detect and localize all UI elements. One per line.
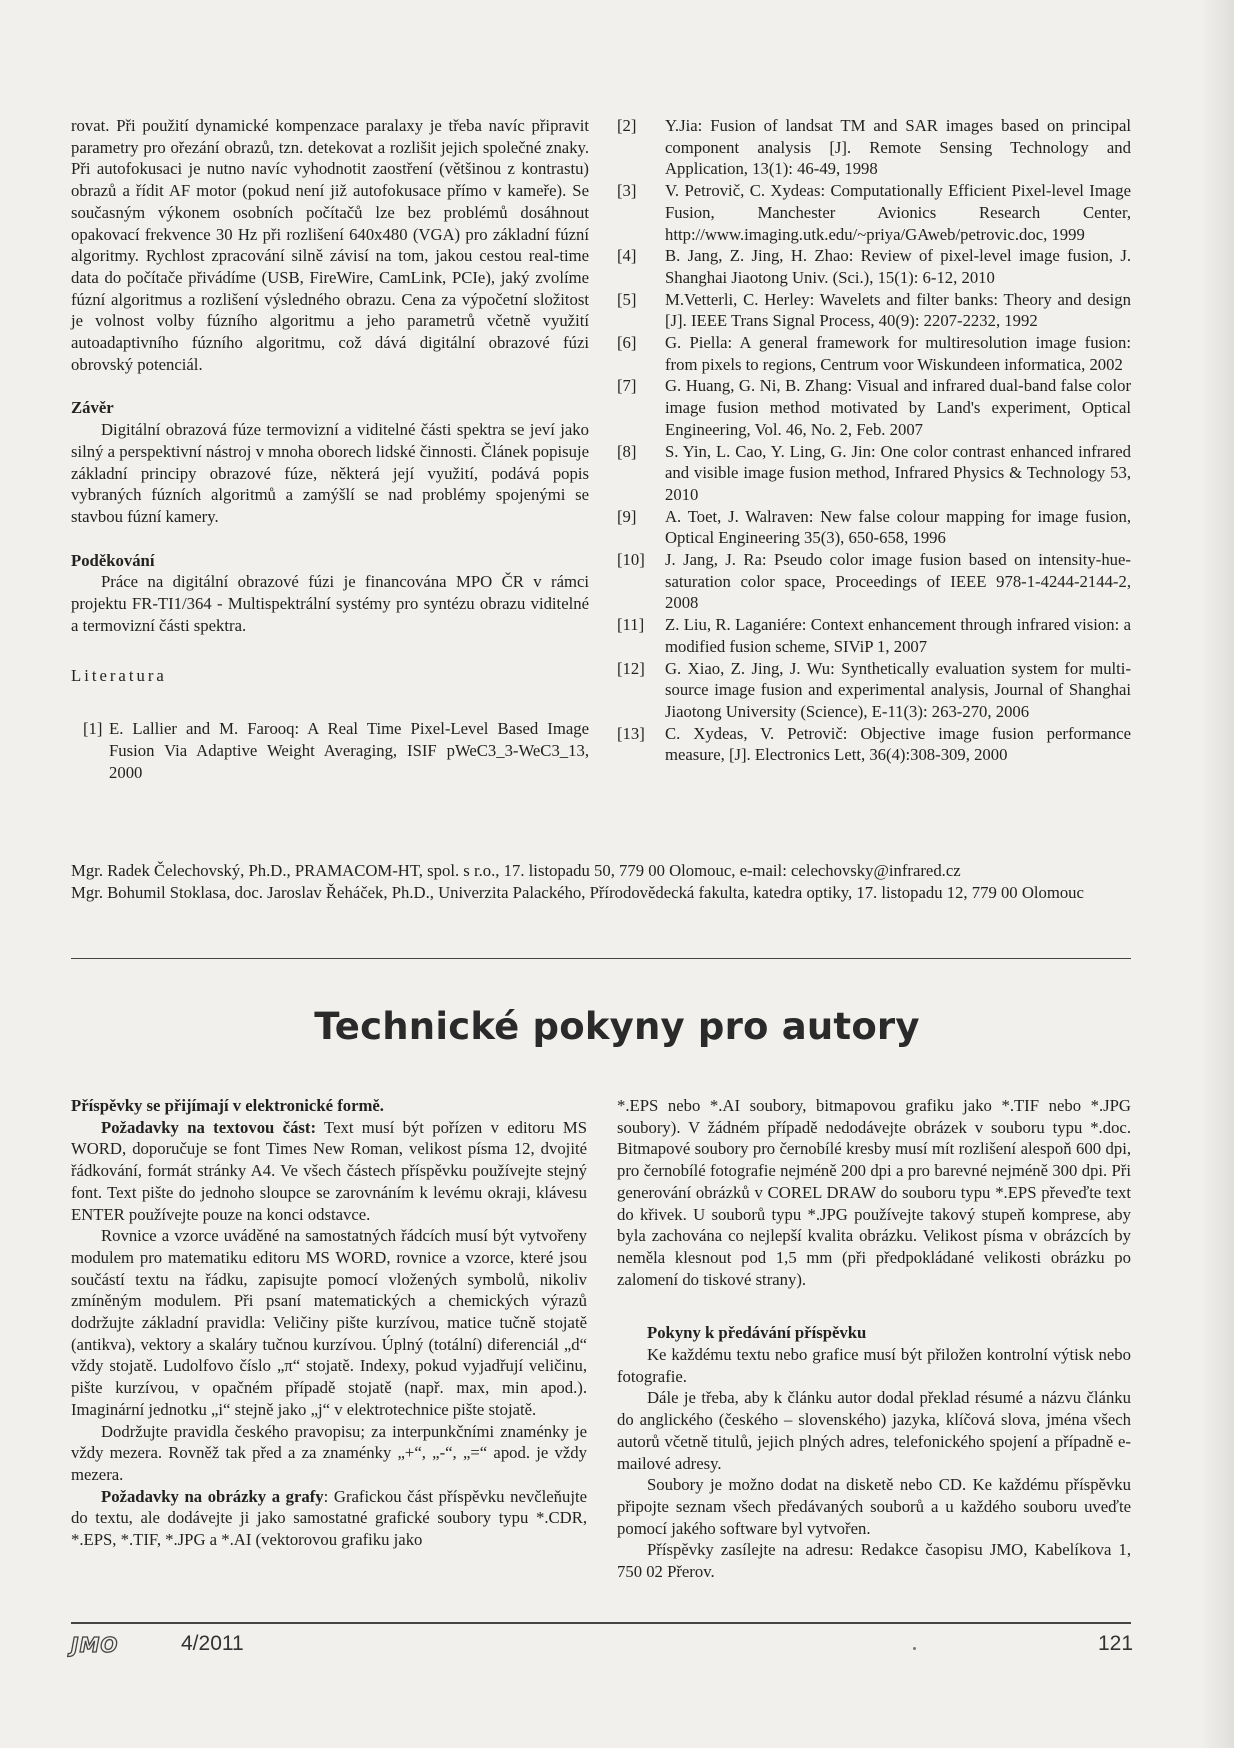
text-requirements-body: Text musí být pořízen v editoru MS WORD, doporučuje se font Times New Roman, velikost písma 12, dvojité řádkování, formát stránky A4. Ve všech částech příspěvku používejte stejný font. Text pište do jednoho sloupce se zarovnáním k levému okraji, klávesu ENTER používejte pouze na konci odstavce.	[71, 1117, 587, 1224]
submission-subheading: Pokyny k předávání příspěvku	[647, 1323, 867, 1343]
reference-item	[617, 332, 1131, 375]
image-formats-paragraph: *.EPS nebo *.AI soubory, bitmapovou grafiku jako *.TIF nebo *.JPG soubory). V žádném případě nedodávejte obrázek v souboru typu *.doc. Bitmapové soubory pro černobílé kresby musí mít rozlišení alespoň 600 dpi, pro černobílé fotografie nejméně 200 dpi a pro barevné nejméně 300 dpi. Při generování obrázků v COREL DRAW do souboru typu *.EPS převeďte text do křivek. U souborů typu *.JPG používejte takový stupeň komprese, aby byla zachována co nejlepší kvalita obrázku. Velikost písma v obrázcích by neměla klesnout pod 1,5 mm (při předpokládané velikosti obrázku po zalomení do tiskové strany).	[617, 1096, 1131, 1289]
translation-paragraph: Dále je třeba, aby k článku autor dodal překlad résumé a názvu článku do anglického (českého – slovenského) jazyka, klíčová slova, jména všech autorů včetně titulů, jejich plných adres, telefonického spojení a případně e-mailové adresy.	[617, 1388, 1131, 1473]
reference-item	[617, 723, 1131, 766]
reference-text: C. Xydeas, V. Petrovič: Objective image fusion performance measure, [J]. Electronics Lett, 36(4):308-309, 2000	[665, 723, 1131, 765]
reference-number: [4]	[617, 246, 637, 266]
reference-number: [5]	[617, 289, 637, 309]
text-requirements-paragraph	[71, 1117, 587, 1226]
acknowledgement-heading: Poděkování	[71, 550, 155, 570]
reference-text: J. Jang, J. Ra: Pseudo color image fusion based on intensity-hue-saturation color space, Proceedings of IEEE 978-1-4244-2144-2, 2008	[665, 550, 1131, 613]
reference-number: [12]	[617, 658, 645, 678]
reference-item	[617, 658, 1131, 723]
reference-number: [7]	[617, 376, 637, 396]
printout-paragraph: Ke každému textu nebo grafice musí být přiložen kontrolní výtisk nebo fotografie.	[617, 1345, 1131, 1386]
page-edge-shadow	[1200, 0, 1234, 1748]
reference-number: [10]	[617, 550, 645, 570]
files-paragraph: Soubory je možno dodat na disketě nebo CD. Ke každému příspěvku připojte seznam všech předávaných souborů a u každého souboru uveďte pomocí jakého software byl vytvořen.	[617, 1475, 1131, 1538]
equations-paragraph: Rovnice a vzorce uváděné na samostatných řádcích musí být vytvořeny modulem pro matematiku editoru MS WORD, rovnice a vzorce, které jsou součástí textu na řádku, zapisujte pomocí vložených symbolů, nikoliv zmíněným modulem. Při psaní matematických a chemických výrazů dodržujte základní pravidla: Veličiny pište kurzívou, matice tučně stojatě (antikva), vektory a skaláry tučnou kurzívou. Úplný (totální) diferenciál „d“ vždy stojatě. Ludolfovo číslo „π“ stojatě. Indexy, pokud vyjadřují veličinu, pište kurzívou, v opačném případě stojatě (např. max, min apod.). Imaginární jednotku „i“ stejně jako „j“ v elektrotechnice pište stojatě.	[71, 1226, 587, 1419]
article-left-column	[71, 115, 589, 783]
reference-item	[617, 289, 1131, 332]
reference-number: [2]	[617, 116, 637, 135]
reference-text: A. Toet, J. Walraven: New false colour mapping for image fusion, Optical Engineering 35(3), 650-658, 1996	[665, 506, 1131, 548]
reference-text: B. Jang, Z. Jing, H. Zhao: Review of pixel-level image fusion, J. Shanghai Jiaotong Univ. (Sci.), 15(1): 6-12, 2010	[665, 246, 1131, 287]
reference-item	[617, 375, 1131, 440]
intro-paragraph: rovat. Při použití dynamické kompenzace paralaxy je třeba navíc připravit parametry pro ořezání obrazů, tzn. detekovat a rozlišit jejich společné znaky. Při autofokusaci je nutno navíc vyhodnotit zaostření (většinou z kontrastu) obrazů a řídit AF motor (pokud není již autofokusace přímo v kameře). Se současným výkonem osobních počítačů lze bez problémů dosáhnout opakovací frekvence 30 Hz při rozlišení 640x480 (VGA) pro základní fúzní algoritmy. Rychlost zpracování silně závisí na tom, jakou cestou real-time data do počítače přivádíme (USB, FireWire, CamLink, PCIe), jaký zvolíme fúzní algoritmus a rozlišení výsledného obrazu. Cena za výpočetní složitost je volnost volby fúzního algoritmu a jeho parametrů včetně využití autoadaptivního fúzního algoritmu, což dává digitální obrazové fúzi obrovský potenciál.	[71, 116, 589, 374]
text-requirements-label: Požadavky na textovou část:	[101, 1117, 317, 1137]
reference-text: G. Piella: A general framework for multiresolution image fusion: from pixels to regions, Centrum voor Wiskundeen informatica, 2002	[665, 333, 1131, 374]
issue-number: 4/2011	[181, 1632, 244, 1655]
reference-text: M.Vetterli, C. Herley: Wavelets and filter banks: Theory and design [J]. IEEE Trans Signal Process, 40(9): 2207-2232, 1992	[665, 289, 1131, 331]
reference-item	[617, 506, 1131, 549]
reference-text: V. Petrovič, C. Xydeas: Computationally Efficient Pixel-level Image Fusion, Manchester Avionics Research Center, http://www.imaging.utk.edu/~priya/GAweb/petrovic.doc, 1999	[665, 181, 1131, 244]
guidelines-left-column	[71, 1095, 587, 1551]
conclusion-text: Digitální obrazová fúze termovizní a viditelné části spektra se jeví jako silný a perspektivní nástroj v mnoha oborech lidské činnosti. Článek popisuje základní principy obrazové fúze, některá její využití, podává popis vybraných fúzních algoritmů a zamýšlí se nad problémy spojenými se stavbou fúzní kamery.	[71, 420, 589, 526]
literature-heading: Literatura	[71, 666, 167, 686]
conclusion-heading: Závěr	[71, 398, 114, 418]
journal-logo: JMO	[71, 1633, 119, 1657]
image-requirements-body: : Grafickou část příspěvku nevčleňujte do textu, ale dodávejte ji jako samostatné grafické soubory typu *.CDR, *.EPS, *.TIF, *.JPG a *.AI (vektorovou grafiku jako	[71, 1486, 588, 1550]
page-number: 121	[1098, 1632, 1134, 1655]
author-affiliations	[71, 860, 1131, 904]
reference-item	[71, 718, 589, 783]
guidelines-right-column	[617, 1095, 1131, 1583]
reference-text: G. Xiao, Z. Jing, J. Wu: Synthetically evaluation system for multi-source image fusion and experimental analysis, Journal of Shanghai Jiaotong University (Science), E-11(3): 263-270, 2006	[665, 658, 1131, 721]
print-speck	[913, 1647, 916, 1650]
image-requirements-paragraph	[71, 1486, 587, 1551]
reference-number: [9]	[617, 506, 637, 526]
guidelines-subheading: Příspěvky se přijímají v elektronické formě.	[71, 1096, 384, 1115]
affiliation-line: Mgr. Bohumil Stoklasa, doc. Jaroslav Řeháček, Ph.D., Univerzita Palackého, Přírodovědecká fakulta, katedra optiky, 17. listopadu 12, 779 00 Olomouc	[71, 883, 1084, 902]
footer-divider	[71, 1622, 1131, 1624]
affiliation-line: Mgr. Radek Čelechovský, Ph.D., PRAMACOM-HT, spol. s r.o., 17. listopadu 50, 779 00 Olomouc, e-mail: celechovsky@infrared.cz	[71, 861, 961, 880]
reference-number: [8]	[617, 441, 637, 461]
references-right-column	[617, 115, 1131, 766]
spelling-paragraph: Dodržujte pravidla českého pravopisu; za interpunkčními znaménky je vždy mezera. Rovněž tak před a za znaménky „+“, „-“, „=“ apod. je vždy mezera.	[71, 1421, 587, 1484]
reference-item	[617, 180, 1131, 245]
reference-number: [6]	[617, 333, 637, 353]
acknowledgement-text: Práce na digitální obrazové fúzi je financována MPO ČR v rámci projektu FR-TI1/364 - Multispektrální systémy pro syntézu obrazu viditelné a termovizní části spektra.	[71, 572, 589, 635]
reference-text: G. Huang, G. Ni, B. Zhang: Visual and infrared dual-band false color image fusion method motivated by Land's experiment, Optical Engineering, Vol. 46, No. 2, Feb. 2007	[665, 376, 1131, 439]
reference-item	[617, 441, 1131, 506]
reference-number: [3]	[617, 181, 637, 201]
reference-item	[617, 245, 1131, 288]
reference-text: Z. Liu, R. Laganiére: Context enhancement through infrared vision: a modified fusion scheme, SIViP 1, 2007	[665, 615, 1131, 656]
reference-text: E. Lallier and M. Farooq: A Real Time Pixel-Level Based Image Fusion Via Adaptive Weight Averaging, ISIF pWeC3_3-WeC3_13, 2000	[109, 719, 589, 782]
reference-item	[617, 614, 1131, 657]
reference-item	[617, 115, 1131, 180]
section-divider	[71, 958, 1131, 959]
reference-number: [1]	[83, 719, 103, 739]
image-requirements-label: Požadavky na obrázky a grafy	[101, 1486, 324, 1506]
section-title: Technické pokyny pro autory	[314, 1005, 920, 1048]
reference-number: [13]	[617, 723, 645, 743]
reference-text: Y.Jia: Fusion of landsat TM and SAR images based on principal component analysis [J]. Remote Sensing Technology and Application, 13(1): 46-49, 1998	[665, 116, 1131, 179]
address-paragraph: Příspěvky zasílejte na adresu: Redakce časopisu JMO, Kabelíkova 1, 750 02 Přerov.	[617, 1540, 1131, 1582]
reference-item	[617, 549, 1131, 614]
reference-number: [11]	[617, 615, 645, 635]
reference-text: S. Yin, L. Cao, Y. Ling, G. Jin: One color contrast enhanced infrared and visible image fusion method, Infrared Physics & Technology 53, 2010	[665, 441, 1131, 504]
